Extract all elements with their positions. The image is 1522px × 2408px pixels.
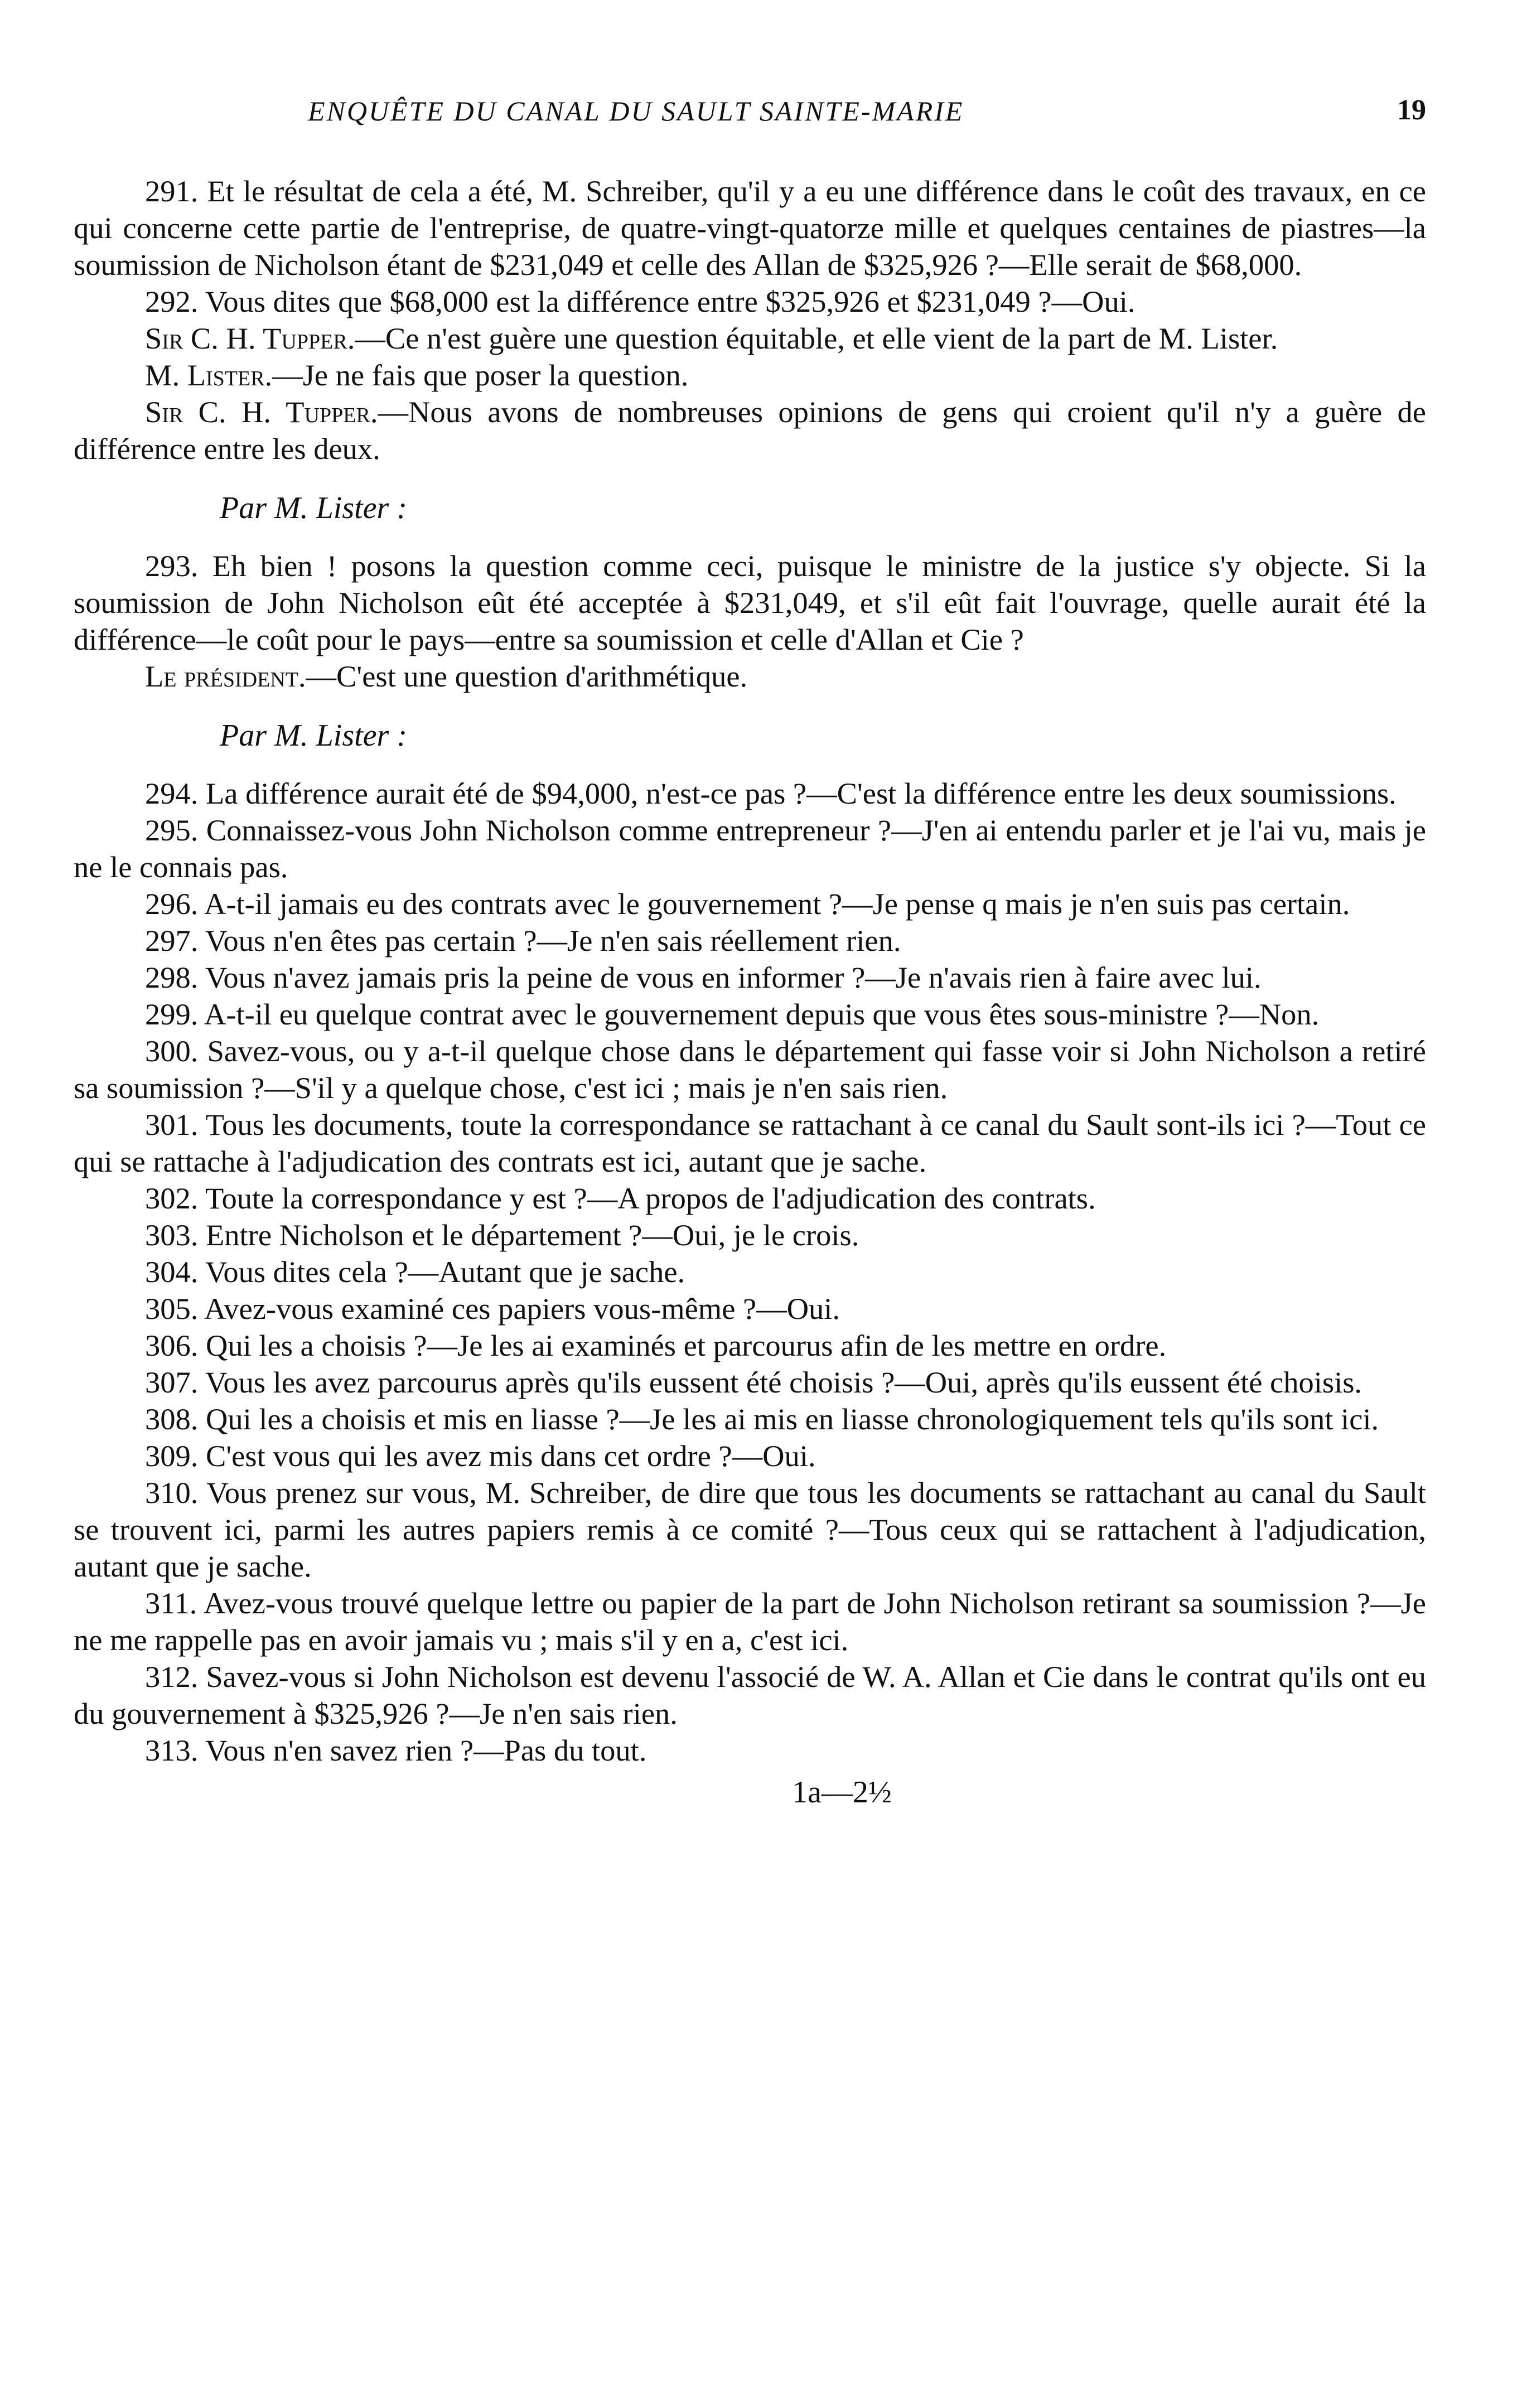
speaker-name: Sir C. H. Tupper. — [145, 395, 378, 429]
speaker-remark: —Je ne fais que poser la question. — [272, 358, 689, 392]
question-paragraph: 307. Vous les avez parcourus après qu'ils eussent été choisis ?—Oui, après qu'ils eussent été choisis. — [145, 1365, 1362, 1399]
speaker-name: Sir C. H. Tupper. — [145, 321, 355, 355]
printer-signature: 1a—2½ — [792, 1775, 892, 1810]
speaker-remark: —Ce n'est guère une question équitable, et elle vient de la part de M. Lister. — [355, 321, 1278, 355]
speaker-paragraph — [74, 658, 1426, 695]
question-paragraph: 306. Qui les a choisis ?—Je les ai examinés et parcourus afin de les mettre en ordre. — [145, 1328, 1167, 1362]
question-paragraph: 292. Vous dites que $68,000 est la différence entre $325,926 et $231,049 ?—Oui. — [145, 284, 1136, 318]
question-paragraph: 305. Avez-vous examiné ces papiers vous-même ?—Oui. — [145, 1292, 840, 1326]
question-paragraph: 313. Vous n'en savez rien ?—Pas du tout. — [145, 1733, 647, 1767]
question-paragraph: 291. Et le résultat de cela a été, M. Schreiber, qu'il y a eu une différence dans le coût des travaux, en ce qui concerne cette partie de l'entreprise, de quatre-vingt-quatorze mille et quelques centaines de piastres—la soumission de Nicholson étant de $231,049 et celle des Allan de $325,926 ?—Elle serait de $68,000. — [74, 174, 1426, 282]
section-heading: Par M. Lister : — [220, 718, 407, 753]
running-title: ENQUÊTE DU CANAL DU SAULT SAINTE-MARIE — [308, 95, 964, 127]
document-page — [74, 84, 1426, 1810]
question-paragraph: 308. Qui les a choisis et mis en liasse ?—Je les ai mis en liasse chronologiquement tels qu'ils sont ici. — [145, 1402, 1379, 1436]
speaker-name: Le président. — [145, 659, 306, 693]
question-paragraph: 304. Vous dites cela ?—Autant que je sache. — [145, 1255, 685, 1289]
speaker-remark: —C'est une question d'arithmétique. — [306, 659, 748, 693]
question-paragraph: 310. Vous prenez sur vous, M. Schreiber, de dire que tous les documents se rattachant au canal du Sault se trouvent ici, parmi les autres papiers remis à ce comité ?—Tous ceux qui se rattachent à l'adjudication, autant que je sache. — [74, 1476, 1426, 1583]
running-header — [74, 84, 1426, 134]
speaker-remark: —Nous avons de nombreuses opinions de gens qui croient qu'il n'y a guère de différence entre les deux. — [74, 395, 1426, 466]
question-paragraph: 309. C'est vous qui les avez mis dans cet ordre ?—Oui. — [145, 1439, 816, 1473]
question-paragraph: 293. Eh bien ! posons la question comme ceci, puisque le ministre de la justice s'y objecte. Si la soumission de John Nicholson eût été acceptée à $231,049, et s'il eût fait l'ouvrage, quelle aurait été la différence—le coût pour le pays—entre sa soumission et celle d'Allan et Cie ? — [74, 549, 1426, 656]
body-text — [74, 173, 1426, 1769]
section-heading: Par M. Lister : — [220, 491, 407, 525]
question-paragraph: 300. Savez-vous, ou y a-t-il quelque chose dans le département qui fasse voir si John Nicholson a retiré sa soumission ?—S'il y a quelque chose, c'est ici ; mais je n'en sais rien. — [74, 1034, 1426, 1105]
question-paragraph: 296. A-t-il jamais eu des contrats avec le gouvernement ?—Je pense q mais je n'en suis pas certain. — [145, 887, 1350, 921]
question-paragraph: 312. Savez-vous si John Nicholson est devenu l'associé de W. A. Allan et Cie dans le contrat qu'ils ont eu du gouvernement à $325,926 ?—Je n'en sais rien. — [74, 1660, 1426, 1730]
page-number: 19 — [1397, 94, 1426, 126]
question-paragraph: 303. Entre Nicholson et le département ?—Oui, je le crois. — [145, 1218, 859, 1252]
question-paragraph: 297. Vous n'en êtes pas certain ?—Je n'en sais réellement rien. — [145, 923, 901, 958]
question-paragraph: 302. Toute la correspondance y est ?—A propos de l'adjudication des contrats. — [145, 1181, 1096, 1215]
speaker-paragraph — [74, 320, 1426, 357]
speaker-paragraph — [74, 357, 1426, 394]
question-paragraph: 301. Tous les documents, toute la correspondance se rattachant à ce canal du Sault sont-ils ici ?—Tout ce qui se rattache à l'adjudication des contrats est ici, autant que je sache. — [74, 1108, 1426, 1178]
speaker-name: M. Lister. — [145, 358, 273, 392]
question-paragraph: 298. Vous n'avez jamais pris la peine de vous en informer ?—Je n'avais rien à faire avec lui. — [145, 960, 1262, 994]
question-paragraph: 295. Connaissez-vous John Nicholson comme entrepreneur ?—J'en ai entendu parler et je l'ai vu, mais je ne le connais pas. — [74, 813, 1426, 884]
question-paragraph: 299. A-t-il eu quelque contrat avec le gouvernement depuis que vous êtes sous-ministre ?—Non. — [145, 997, 1320, 1031]
question-paragraph: 294. La différence aurait été de $94,000, n'est-ce pas ?—C'est la différence entre les deux soumissions. — [145, 776, 1397, 810]
question-paragraph: 311. Avez-vous trouvé quelque lettre ou papier de la part de John Nicholson retirant sa soumission ?—Je ne me rappelle pas en avoir jamais vu ; mais s'il y en a, c'est ici. — [74, 1586, 1426, 1657]
speaker-paragraph — [74, 394, 1426, 467]
